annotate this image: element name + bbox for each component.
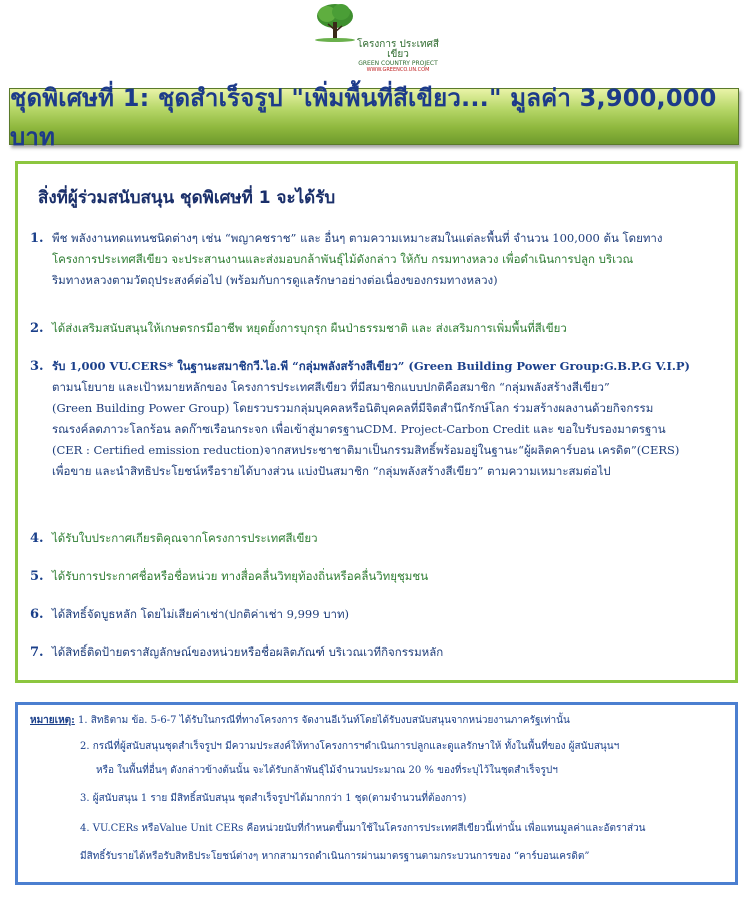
project-logo [300,0,450,73]
notes-label: หมายเหตุ: [30,715,75,726]
benefit-item-6 [30,604,729,625]
benefit-item-3 [30,356,729,482]
logo-name-en: GREEN COUNTRY PROJECT [358,60,438,67]
item-line: ได้สิทธิ์จัดบูธหลัก โดยไม่เสียค่าเช่า(ปกติค่าเช่า 9,999 บาท) [52,607,350,621]
item-line: ริมทางหลวงตามวัตถุประสงค์ต่อไป (พร้อมกับการดูแลรักษาอย่างต่อเนื่องของกรมทางหลวง) [52,273,498,287]
item-line: (CER : Certified emission reduction)จากสหประชาชาติมาเป็นกรรมสิทธิ์พร้อมอยู่ในฐานะ“ผู้ผลิตคาร์บอน เครดิต”(CERS) [52,443,680,457]
note-3: 3. ผู้สนับสนุน 1 ราย มีสิทธิ์สนับสนุน ชุดสำเร็จรูปฯได้มากกว่า 1 ชุด(ตามจำนวนที่ต้องการ) [80,793,467,804]
item-number: 6. [30,607,44,622]
item-line: รับ 1,000 VU.CERS* ในฐานะสมาชิกวี.ไอ.พี “กลุ่มพลังสร้างสีเขียว” (Green Building Power Group:G.B.P.G V.I.P) [52,359,690,373]
note-2a: 2. กรณีที่ผู้สนับสนุนชุดสำเร็จรูปฯ มีความประสงค์ให้ทางโครงการฯดำเนินการปลูกและดูแลรักษาให้ ทั้งในพื้นที่ของ ผู้สนับสนุนฯ [80,741,620,752]
benefit-item-4 [30,528,729,549]
item-line: เพื่อขาย และนำสิทธิประโยชน์หรือรายได้บางส่วน แบ่งปันสมาชิก “กลุ่มพลังสร้างสีเขียว” ตามความเหมาะสมต่อไป [52,464,611,478]
benefit-item-7 [30,642,729,663]
tree-logo-icon [310,2,360,42]
logo-name-th: โครงการ ประเทศสีเขียว [356,39,440,60]
item-line: ได้รับการประกาศชื่อหรือชื่อหน่วย ทางสื่อคลื่นวิทยุท้องถิ่นหรือคลื่นวิทยุชุมชน [52,569,429,583]
notes-box [15,702,738,885]
item-number: 1. [30,231,44,246]
benefit-item-2 [30,318,729,339]
item-number: 4. [30,531,44,546]
item-line: ได้ส่งเสริมสนับสนุนให้เกษตรกรมีอาชีพ หยุดยั้งการบุกรุก ผืนป่าธรรมชาติ และ ส่งเสริมการเพิ่มพื้นที่สีเขียว [52,321,567,335]
benefit-item-1 [30,228,729,291]
item-number: 2. [30,321,44,336]
item-line: ตามนโยบาย และเป้าหมายหลักของ โครงการประเทศสีเขียว ที่มีสมาชิกแบบปกติคือสมาชิก “กลุ่มพลังสร้างสีเขียว” [52,380,610,394]
benefits-box [15,161,738,683]
note-4b: มีสิทธิ์รับรายได้หรือรับสิทธิประโยชน์ต่างๆ หากสามารถดำเนินการผ่านมาตรฐานตามกระบวนการของ “คาร์บอนเครดิต” [80,851,590,862]
banner-title: ชุดพิเศษที่ 1: ชุดสำเร็จรูป "เพิ่มพื้นที่สีเขียว..." มูลค่า 3,900,000 บาท [10,83,717,151]
note-1 [30,713,570,729]
item-line: รณรงค์ลดภาวะโลกร้อน ลดก๊าซเรือนกระจก เพื่อเข้าสู่มาตรฐานCDM. Project-Carbon Credit และ ขอใบรับรองมาตรฐาน [52,422,666,436]
item-number: 3. [30,359,44,374]
item-number: 5. [30,569,44,584]
item-line: ได้รับใบประกาศเกียรติคุณจากโครงการประเทศสีเขียว [52,531,318,545]
benefits-heading: สิ่งที่ผู้ร่วมสนับสนุน ชุดพิเศษที่ 1 จะได้รับ [38,188,336,208]
item-line: ได้สิทธิ์ติดป้ายตราสัญลักษณ์ของหน่วยหรือชื่อผลิตภัณฑ์ บริเวณเวทีกิจกรรมหลัก [52,645,444,659]
item-number: 7. [30,645,44,660]
note-4a: 4. VU.CERs หรือValue Unit CERs คือหน่วยนับที่กำหนดขึ้นมาใช้ในโครงการประเทศสีเขียวนี้เท่านั้น เพื่อแทนมูลค่าและอัตราส่วน [80,823,646,834]
title-banner [9,83,739,151]
note-text: 1. สิทธิตาม ข้อ. 5-6-7 ได้รับในกรณีที่ทางโครงการ จัดงานอีเว้นท์โดยได้รับงบสนับสนุนจากหน่วยงานภาครัฐเท่านั้น [78,715,570,726]
note-2b: หรือ ในพื้นที่อื่นๆ ดังกล่าวข้างต้นนั้น จะได้รับกล้าพันธุ์ไม้จำนวนประมาณ 20 % ของที่ระบุไว้ในชุดสำเร็จรูปฯ [96,765,558,776]
item-line: พืช พลังงานทดแทนชนิดต่างๆ เช่น “พญาคชราช” และ อื่นๆ ตามความเหมาะสมในแต่ละพื้นที่ จำนวน 100,000 ต้น โดยทาง [52,231,663,245]
benefit-item-5 [30,566,729,587]
item-line: โครงการประเทศสีเขียว จะประสานงานและส่งมอบกล้าพันธุ์ไม้ดังกล่าว ให้กับ กรมทางหลวง เพื่อดำเนินการปลูก บริเวณ [52,252,634,266]
logo-url: WWW.GREENCO.UN.COM [366,67,430,73]
item-line: (Green Building Power Group) โดยรวบรวมกลุ่มบุคคลหรือนิติบุคคลที่มีจิตสำนึกรักษ์โลก ร่วมสร้างผลงานด้วยกิจกรรม [52,401,654,415]
